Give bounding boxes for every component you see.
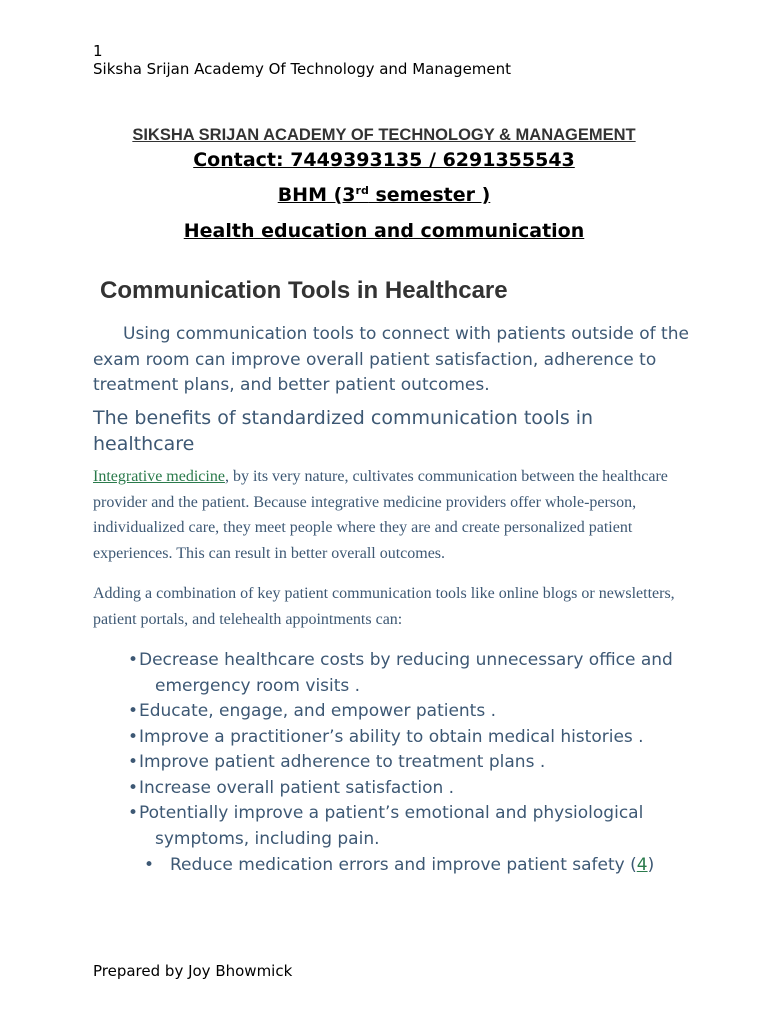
page-footer: Prepared by Joy Bhowmick bbox=[93, 962, 293, 980]
list-item-text: Improve a practitioner’s ability to obtain medical histories . bbox=[139, 726, 644, 747]
bullet-icon: • bbox=[128, 803, 139, 823]
bullet-icon: • bbox=[128, 777, 139, 798]
list-item-last bbox=[170, 853, 670, 879]
course-suffix: semester ) bbox=[368, 184, 491, 206]
intro-paragraph: Using communication tools to connect with patients outside of the exam room can improve overall patient satisfaction, adherence to treatment plans, and better patient outcomes. bbox=[93, 324, 689, 395]
list-item bbox=[128, 750, 688, 776]
list-item-text: Increase overall patient satisfaction . bbox=[139, 777, 455, 798]
list-item-text: Reduce medication errors and improve patient safety ( bbox=[170, 855, 637, 875]
list-item bbox=[128, 648, 688, 699]
contact-line: Contact: 7449393135 / 6291355543 bbox=[193, 149, 575, 171]
tools-paragraph: Adding a combination of key patient communication tools like online blogs or newsletters, patient portals, and telehealth appointments can: bbox=[93, 585, 675, 628]
page-number: 1 bbox=[93, 42, 103, 60]
subject-title: Health education and communication bbox=[183, 220, 585, 242]
bullet-icon: • bbox=[144, 855, 155, 875]
course-superscript: rd bbox=[355, 184, 369, 197]
list-item bbox=[128, 699, 688, 725]
paragraph-text: , by its very nature, cultivates communication between the healthcare provider and the patient. Because integrative medicine providers offer whole-person, individualized care, they meet people where they are and create personalized patient experiences. This can result in better overall outcomes. bbox=[93, 468, 668, 562]
main-heading: Communication Tools in Healthcare bbox=[100, 277, 508, 304]
integrative-medicine-link[interactable]: Integrative medicine bbox=[93, 468, 225, 485]
bullet-icon: • bbox=[128, 701, 139, 721]
reference-link[interactable]: 4 bbox=[636, 855, 648, 875]
bullet-icon: • bbox=[128, 650, 139, 670]
list-item-text: Potentially improve a patient’s emotional and physiological symptoms, including pain. bbox=[139, 803, 644, 849]
list-item bbox=[128, 725, 688, 751]
benefits-list bbox=[128, 648, 688, 852]
list-item-text: Educate, engage, and empower patients . bbox=[139, 701, 497, 721]
list-item-text: Decrease healthcare costs by reducing unnecessary office and emergency room visits . bbox=[139, 650, 673, 696]
list-item-text: Improve patient adherence to treatment plans . bbox=[139, 752, 546, 772]
list-item bbox=[128, 801, 688, 852]
benefits-subheading: The benefits of standardized communication tools in healthcare bbox=[93, 407, 594, 455]
page-header: Siksha Srijan Academy Of Technology and Management bbox=[93, 60, 512, 78]
bullet-icon: • bbox=[128, 752, 139, 772]
integrative-medicine-paragraph bbox=[93, 464, 693, 566]
course-line bbox=[0, 184, 768, 206]
reference-close: ) bbox=[647, 855, 655, 875]
list-item bbox=[128, 776, 688, 802]
course-prefix: BHM (3 bbox=[277, 184, 356, 206]
bullet-icon: • bbox=[128, 726, 139, 747]
academy-title: SIKSHA SRIJAN ACADEMY OF TECHNOLOGY & MANAGEMENT bbox=[132, 126, 636, 144]
